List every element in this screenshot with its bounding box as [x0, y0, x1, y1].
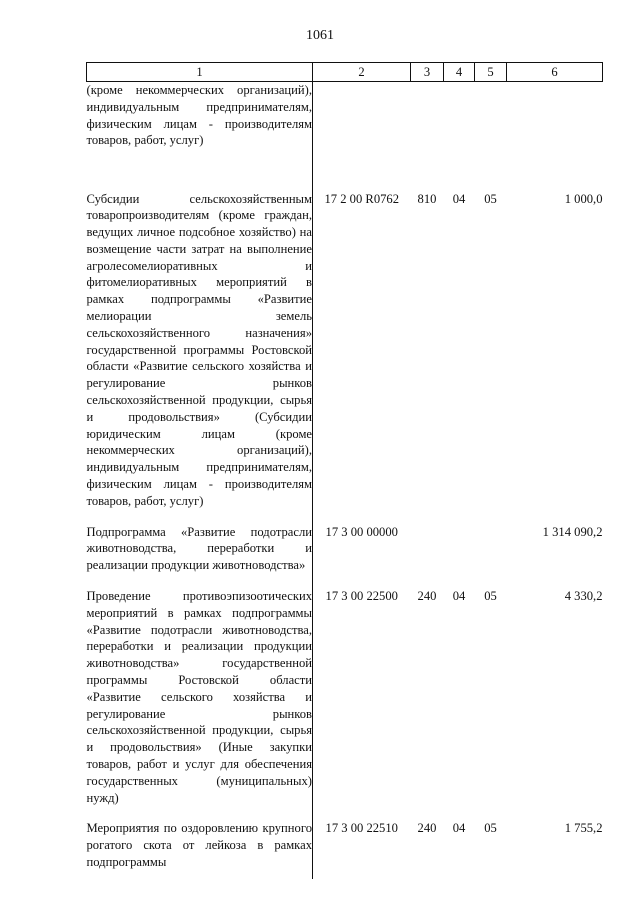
- row-code: 17 3 00 22510: [325, 821, 398, 836]
- row-name: Мероприятия по оздоровлению крупного рогатого скота от лейкоза в рамках подпрограммы: [87, 814, 313, 878]
- row-pr: 05: [484, 821, 497, 836]
- row-pr: 05: [484, 589, 497, 604]
- table-row: [87, 518, 603, 582]
- table-row: [87, 814, 603, 878]
- row-amount: 1 000,0: [564, 191, 603, 206]
- row-pr: [475, 82, 507, 185]
- row-name: Проведение противоэпизоотических мероприятий в рамках подпрограммы «Развитие подотрасли животноводства, переработки и реализации продукции животноводства» государственной программы Ростовской области «Развитие сельского хозяйства и регулирование рынков сельскохозяйственной продукции, сырья и продовольствия» (Иные закупки товаров, работ и услуг для обеспечения государственных (муниципальных) нужд): [87, 582, 313, 814]
- row-amount: 1 755,2: [564, 821, 603, 836]
- row-amount: 1 314 090,2: [542, 524, 603, 539]
- table-row: [87, 582, 603, 814]
- row-vr: 240: [417, 589, 437, 604]
- column-header: 2: [313, 63, 411, 82]
- budget-table: [86, 62, 603, 879]
- row-amount: [507, 82, 603, 185]
- row-rz: 04: [452, 589, 466, 604]
- row-rz: 04: [452, 821, 466, 836]
- row-rz: [444, 518, 475, 582]
- row-pr: 05: [484, 191, 497, 206]
- row-rz: 04: [452, 191, 466, 206]
- row-pr: [475, 518, 507, 582]
- row-name: Подпрограмма «Развитие подотрасли животноводства, переработки и реализации продукции животноводства»: [87, 518, 313, 582]
- row-code: 17 3 00 00000: [325, 524, 398, 539]
- row-vr: 810: [417, 191, 437, 206]
- row-code: 17 3 00 22500: [325, 589, 398, 604]
- column-header: 5: [475, 63, 507, 82]
- column-header: 4: [444, 63, 475, 82]
- row-code: [313, 82, 411, 185]
- row-vr: 240: [417, 821, 437, 836]
- row-name: Субсидии сельскохозяйственным товаропроизводителям (кроме граждан, ведущих личное подсобное хозяйство) на возмещение части затрат на выполнение агролесомелиоративных и фитомелиоративных мероприятий в рамках подпрограммы «Развитие мелиорации земель сельскохозяйственного назначения» государственной программы Ростовской области «Развитие сельского хозяйства и регулирование рынков сельскохозяйственной продукции, сырья и продовольствия» (Субсидии юридическим лицам (кроме некоммерческих организаций), индивидуальным предпринимателям, физическим лицам - производителям товаров, работ, услуг): [87, 185, 313, 518]
- column-header: 3: [411, 63, 444, 82]
- row-amount: 4 330,2: [564, 589, 603, 604]
- column-header: 6: [507, 63, 603, 82]
- row-vr: [411, 82, 444, 185]
- row-vr: [411, 518, 444, 582]
- column-header: 1: [87, 63, 313, 82]
- table-row: [87, 82, 603, 185]
- row-rz: [444, 82, 475, 185]
- row-name: (кроме некоммерческих организаций), индивидуальным предпринимателям, физическим лицам - производителям товаров, работ, услуг): [87, 82, 313, 185]
- table-header-row: [87, 63, 603, 82]
- page-number: 1061: [306, 28, 334, 43]
- table-row: [87, 185, 603, 518]
- row-code: 17 2 00 R0762: [324, 191, 400, 206]
